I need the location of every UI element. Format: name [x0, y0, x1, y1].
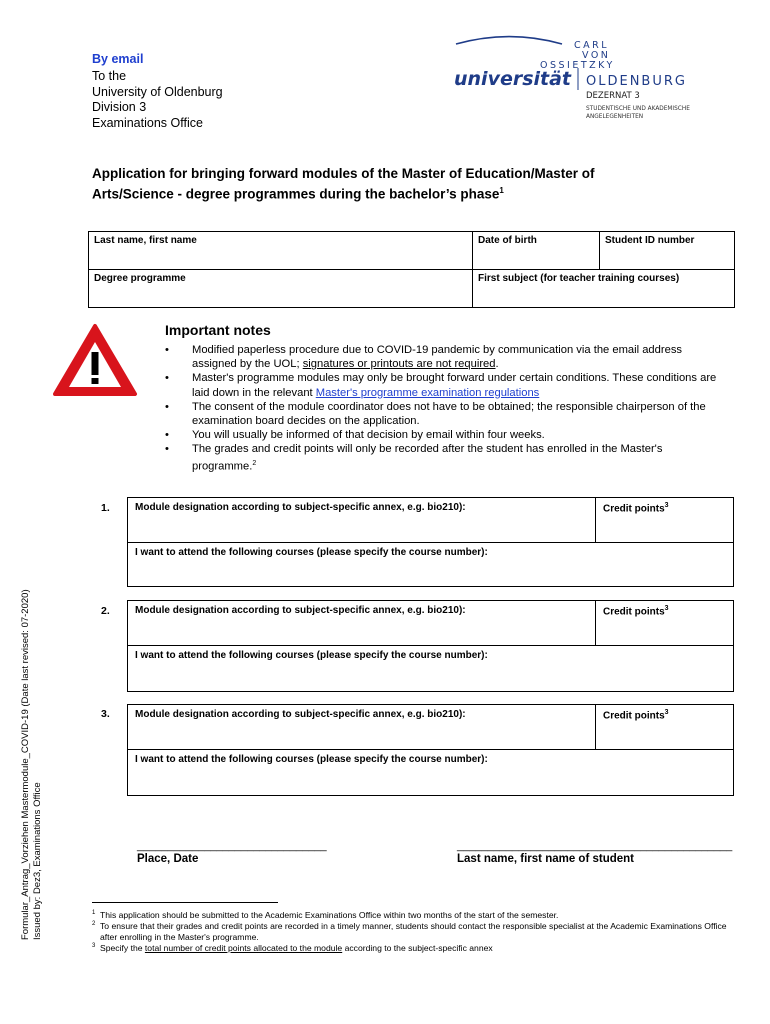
note-item-2: • Master's programme modules may only be brought forward under certain conditions. These conditions are laid down in the relevant Master's programme examination regulations	[165, 371, 725, 399]
form-identifier-line-1: Formular_Antrag_Vorziehen Mastermodule_COVID-19 (Date last revised: 07-2020)	[20, 589, 31, 940]
note-item-5: • The grades and credit points will only be recorded after the student has enrolled in the Master's programme.$^2$	[165, 442, 725, 473]
university-logo	[452, 30, 722, 122]
logo-line-carl: CARL	[574, 40, 610, 51]
title-footnote-mark: 1	[499, 186, 504, 195]
note-emphasis: signatures or printouts are not required	[302, 358, 496, 371]
place-date-line[interactable]: _______________________________	[137, 840, 327, 852]
note-footnote-mark: 2	[252, 459, 257, 467]
document-title	[92, 165, 692, 203]
courses-field[interactable]: I want to attend the following courses (please specify the course number):	[128, 750, 734, 796]
note-item-3: • The consent of the module coordinator does not have to be obtained; the responsible chairperson of the examination board decides on the application.	[165, 400, 725, 428]
module-block-3	[127, 704, 734, 796]
warning-icon	[52, 322, 138, 398]
module-designation-field[interactable]: Module designation according to subject-specific annex, e.g. bio210):	[128, 498, 596, 543]
address-line-2: University of Oldenburg	[92, 84, 223, 99]
footnote-3: 3 Specify the total number of credit points allocated to the module according to the subject-specific annex	[92, 943, 493, 953]
module-number: 3.	[101, 708, 110, 720]
form-identifier	[20, 580, 44, 940]
credit-points-field[interactable]: Credit points$^3$	[596, 498, 734, 543]
module-block-1	[127, 497, 734, 587]
footnote-1: 1 This application should be submitted to the Academic Examinations Office within two months of the start of the semester.	[92, 910, 559, 920]
address-line-4: Examinations Office	[92, 115, 203, 130]
student-name-line[interactable]: _____________________________________________	[457, 840, 733, 852]
degree-field[interactable]	[89, 270, 473, 308]
first-subject-field[interactable]	[473, 270, 735, 308]
name-label: Last name, first name	[94, 235, 197, 246]
logo-oldenburg: OLDENBURG	[586, 74, 687, 89]
logo-dezernat: DEZERNAT 3	[586, 91, 640, 101]
title-line-2: Arts/Science - degree programmes during the bachelor’s phase	[92, 186, 500, 202]
logo-line-von: VON	[582, 50, 611, 61]
student-id-field[interactable]	[600, 232, 735, 270]
place-date-label: Place, Date	[137, 853, 199, 865]
logo-subtitle-2: ANGELEGENHEITEN	[586, 114, 644, 120]
module-designation-field[interactable]: Module designation according to subject-specific annex, e.g. bio210):	[128, 705, 596, 750]
degree-label: Degree programme	[94, 273, 186, 284]
logo-line-ossietzky: OSSIETZKY	[540, 60, 615, 71]
credit-points-field[interactable]: Credit points$^3$	[596, 601, 734, 646]
dob-label: Date of birth	[478, 235, 537, 246]
note-item-1: • Modified paperless procedure due to COVID-19 pandemic by communication via the email address assigned by the UOL; signatures or printouts are not required.	[165, 343, 725, 371]
form-identifier-line-2: Issued by: Dez3, Examinations Office	[32, 782, 43, 940]
module-number: 1.	[101, 502, 110, 514]
notes-list	[165, 343, 725, 474]
module-number: 2.	[101, 605, 110, 617]
personal-data-table	[88, 231, 735, 308]
title-line-1: Application for bringing forward modules of the Master of Education/Master of	[92, 166, 595, 181]
footnote-2: 2 To ensure that their grades and credit points are recorded in a timely manner, students should contact the responsible specialist at the Academic Examinations Office after enrolling in the Master's programme.	[92, 921, 727, 942]
footnotes	[92, 910, 732, 954]
address-line-1: To the	[92, 69, 127, 83]
logo-universitaet: universität	[454, 68, 572, 90]
first-subject-label: First subject (for teacher training courses)	[478, 273, 680, 284]
logo-subtitle-1: STUDENTISCHE UND AKADEMISCHE	[586, 106, 690, 112]
dob-field[interactable]	[473, 232, 600, 270]
module-block-2	[127, 600, 734, 692]
address-line-3: Division 3	[92, 100, 147, 114]
courses-field[interactable]: I want to attend the following courses (please specify the course number):	[128, 543, 734, 587]
name-field[interactable]	[89, 232, 473, 270]
student-name-label: Last name, first name of student	[457, 853, 635, 865]
student-id-label: Student ID number	[605, 235, 695, 246]
delivery-method: By email	[92, 52, 144, 66]
credit-points-field[interactable]: Credit points$^3$	[596, 705, 734, 750]
courses-field[interactable]: I want to attend the following courses (please specify the course number):	[128, 646, 734, 692]
module-designation-field[interactable]: Module designation according to subject-specific annex, e.g. bio210):	[128, 601, 596, 646]
footnote-divider	[92, 902, 278, 903]
note-item-4: • You will usually be informed of that decision by email within four weeks.	[165, 428, 725, 442]
notes-heading: Important notes	[165, 322, 271, 338]
exam-regulations-link[interactable]: Master's programme examination regulations	[315, 386, 540, 399]
